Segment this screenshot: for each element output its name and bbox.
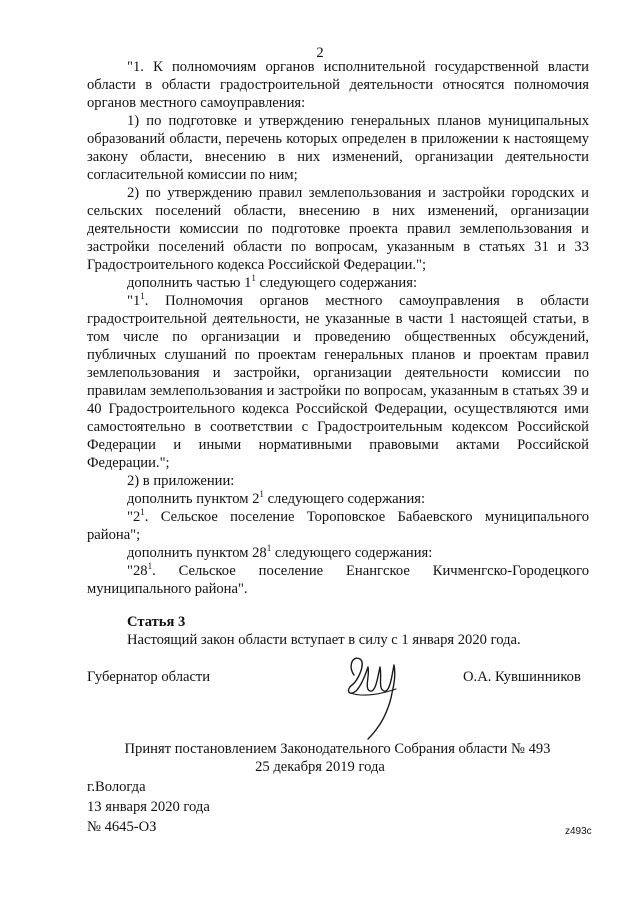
page-number: 2 <box>316 45 324 61</box>
appendix-instruction: 2) в приложении: <box>127 473 235 489</box>
adoption-line-2: 25 декабря 2019 года <box>255 759 385 775</box>
law-number: № 4645-ОЗ <box>87 819 157 835</box>
add-part-instruction: дополнить частью $1^1$ следующего содержания: <box>127 273 418 291</box>
adoption-note <box>0 740 640 776</box>
law-date: 13 января 2020 года <box>87 799 210 815</box>
law-meta <box>87 777 210 837</box>
item-28-1-paragraph: "$28^1$. Сельское поселение Енангское Кичменгско-Городецкого муниципального района". <box>87 561 589 597</box>
intro-paragraph-1: "1. К полномочиям органов исполнительной государственной власти области в области градостроительной деятельности относятся полномочия органов местного самоуправления: <box>87 59 589 111</box>
article-3-title: Статья 3 <box>127 614 186 630</box>
item-2-1-paragraph: "$2^1$. Сельское поселение Тороповское Бабаевского муниципального района"; <box>87 507 589 543</box>
governor-title: Губернатор области <box>87 669 211 685</box>
document-code: z493c <box>565 826 592 837</box>
city: г.Вологда <box>87 779 146 795</box>
add-item-28-instruction: дополнить пунктом $28^1$ следующего содержания: <box>127 543 433 561</box>
governor-name: О.А. Кувшинников <box>463 669 581 685</box>
law-body <box>87 58 589 649</box>
part-1-1-paragraph: "$1^1$. Полномочия органов местного самоуправления в области градостроительной деятельности, не указанные в части 1 настоящей статьи, в том числе по организации и проведению общественных обсуждений, публичных слушаний по проектам генеральных планов и проектам правил землепользования и застройки, организации деятельности комиссии по правилам землепользования и застройки по вопросам, указанным в статьях 39 и 40 Градостроительного кодекса Российской Федерации, осуществляются ими самостоятельно в соответствии с Градостроительным кодексом Российской Федерации и иными нормативными правовыми актами Российской Федерации."; <box>87 291 589 471</box>
signature-image <box>338 645 408 740</box>
article-3-text: Настоящий закон области вступает в силу с 1 января 2020 года. <box>127 632 521 648</box>
intro-paragraph-2: 1) по подготовке и утверждению генеральных планов муниципальных образований области, перечень которых определен в приложении к настоящему закону области, внесению в них изменений, организации деятельности согласительной комиссии по ним; <box>87 113 589 183</box>
adoption-line-1: Принят постановлением Законодательного Собрания области № 493 <box>124 741 551 757</box>
intro-paragraph-3: 2) по утверждению правил землепользования и застройки городских и сельских поселений области, внесению в них изменений, организации деятельности комиссии по подготовке проекта правил землепользования и застройки поселений области по вопросам, указанным в статьях 31 и 33 Градостроительного кодекса Российской Федерации."; <box>87 185 589 273</box>
add-item-2-instruction: дополнить пунктом $2^1$ следующего содержания: <box>127 489 426 507</box>
